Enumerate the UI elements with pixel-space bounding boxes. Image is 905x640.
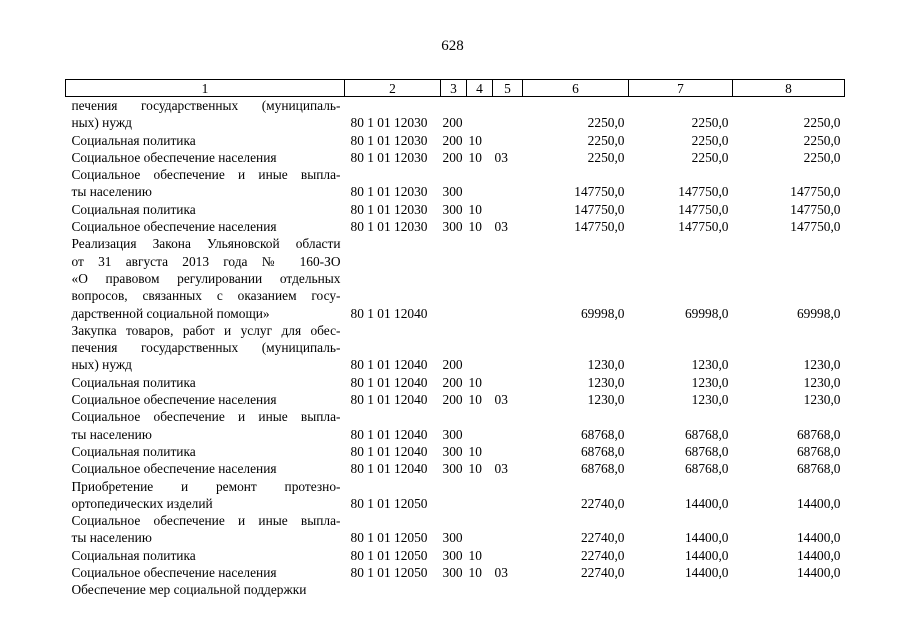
table-row [66,547,845,564]
row-name-line: Социальное обеспечение и иные выпла- [71,167,341,183]
row-col3 [441,235,467,321]
row-col3 [441,581,467,598]
row-col3 [441,478,467,513]
row-name [66,443,345,460]
row-value-8: 14400,0 [796,565,841,581]
row-code: 80 1 01 12050 [350,530,428,546]
row-col3: 200 [442,132,463,148]
row-col4 [467,408,493,443]
row-name-line: «О правовом регулировании отдельных [71,270,341,286]
row-name-line: ты населению [71,426,152,442]
row-col5 [493,581,523,598]
row-value-8: 14400,0 [796,547,841,563]
row-value-8: 68768,0 [796,461,841,477]
row-name [66,374,345,391]
row-col4: 10 [468,461,482,477]
row-name-line: ты населению [71,184,152,200]
row-value-6: 147750,0 [574,219,625,235]
row-value-7: 1230,0 [691,357,729,373]
row-col3: 300 [442,201,463,217]
row-name [66,201,345,218]
row-value-6: 22740,0 [580,530,625,546]
row-col3: 300 [442,426,463,442]
row-name [66,218,345,235]
row-name-line: ных) нужд [71,357,132,373]
row-col5 [493,443,523,460]
row-value-7: 2250,0 [691,149,729,165]
row-value-6: 2250,0 [587,115,625,131]
row-name-line: вопросов, связанных с оказанием госу- [71,288,341,304]
row-col5: 03 [494,461,508,477]
row-name [66,149,345,166]
row-value-8 [733,581,845,598]
row-code: 80 1 01 12050 [350,565,428,581]
row-name-line: Приобретение и ремонт протезно- [71,478,341,494]
header-cell: 1 [66,80,345,97]
row-value-8: 69998,0 [796,305,841,321]
row-name [66,391,345,408]
row-name-line: Социальное обеспечение и иные выпла- [71,513,341,529]
row-col3: 300 [442,461,463,477]
row-value-8: 1230,0 [803,374,841,390]
table-row [66,235,845,321]
row-value-6: 68768,0 [580,461,625,477]
row-col5: 03 [494,149,508,165]
row-value-8: 147750,0 [790,184,841,200]
row-col4: 10 [468,392,482,408]
row-value-7: 2250,0 [691,115,729,131]
row-value-7: 14400,0 [684,565,729,581]
row-col5 [493,235,523,321]
header-cell: 3 [441,80,467,97]
row-code: 80 1 01 12050 [350,495,428,511]
row-value-8: 14400,0 [796,530,841,546]
table-row [66,322,845,374]
row-value-7: 147750,0 [678,219,729,235]
row-value-6: 22740,0 [580,547,625,563]
row-col5: 03 [494,219,508,235]
row-col4: 10 [468,132,482,148]
row-name-line: Социальная политика [71,374,196,390]
table-header [66,80,845,97]
row-name-line: ортопедических изделий [71,495,213,511]
row-col3: 300 [442,219,463,235]
row-value-7: 68768,0 [684,426,729,442]
row-value-7: 147750,0 [678,201,729,217]
row-name [66,478,345,513]
row-name-line: Социальное обеспечение населения [71,461,277,477]
row-value-7: 147750,0 [678,184,729,200]
row-value-8: 68768,0 [796,426,841,442]
row-col3: 300 [442,530,463,546]
row-code: 80 1 01 12050 [350,547,428,563]
row-name-line: печения государственных (муниципаль- [71,98,341,113]
row-name [66,132,345,149]
row-value-7: 14400,0 [684,530,729,546]
table-row [66,218,845,235]
table-row [66,581,845,598]
row-name [66,512,345,547]
row-value-8: 1230,0 [803,357,841,373]
row-name-line: Реализация Закона Ульяновской области [71,236,341,252]
table-row [66,201,845,218]
header-cell: 7 [629,80,733,97]
row-name-line: дарственной социальной помощи» [71,305,270,321]
row-col5 [493,201,523,218]
row-value-8: 1230,0 [803,392,841,408]
row-code: 80 1 01 12040 [350,357,428,373]
row-code: 80 1 01 12030 [350,115,428,131]
table-row [66,166,845,201]
row-name [66,460,345,477]
row-value-7: 1230,0 [691,392,729,408]
row-value-8: 2250,0 [803,115,841,131]
row-value-6: 2250,0 [587,149,625,165]
row-col3: 200 [442,392,463,408]
row-col4 [467,581,493,598]
row-name-line: печения государственных (муниципаль- [71,340,341,356]
row-name [66,97,345,132]
row-col5 [493,132,523,149]
row-col5 [493,408,523,443]
row-name-line: ных) нужд [71,115,132,131]
table-row [66,564,845,581]
header-cell: 5 [493,80,523,97]
row-value-6: 1230,0 [587,357,625,373]
row-value-6: 68768,0 [580,443,625,459]
page-number: 628 [441,38,464,54]
row-col5 [493,478,523,513]
row-col5 [493,322,523,374]
row-value-6: 2250,0 [587,132,625,148]
row-value-7: 14400,0 [684,495,729,511]
row-name-line: Обеспечение мер социальной поддержки [71,582,307,598]
row-code: 80 1 01 12040 [350,305,428,321]
row-value-8: 14400,0 [796,495,841,511]
row-col4: 10 [468,565,482,581]
row-name-line: от 31 августа 2013 года № 160-ЗО [71,253,341,269]
row-name-line: Социальная политика [71,201,196,217]
row-value-8: 147750,0 [790,219,841,235]
row-col4: 10 [468,443,482,459]
row-value-7 [629,581,733,598]
row-name-line: Социальное обеспечение и иные выпла- [71,409,341,425]
table-row [66,478,845,513]
row-value-6: 22740,0 [580,495,625,511]
table-row [66,391,845,408]
header-cell: 4 [467,80,493,97]
row-code: 80 1 01 12030 [350,219,428,235]
row-col4 [467,322,493,374]
row-value-6: 1230,0 [587,374,625,390]
table-row [66,443,845,460]
row-value-6: 147750,0 [574,201,625,217]
budget-table [65,79,845,599]
row-value-8: 2250,0 [803,132,841,148]
row-col5 [493,374,523,391]
row-name [66,235,345,321]
row-col5 [493,512,523,547]
row-col3: 200 [442,357,463,373]
table-body [66,97,845,599]
row-col4 [467,512,493,547]
table-row [66,408,845,443]
row-col4 [467,166,493,201]
row-name-line: Социальное обеспечение населения [71,392,277,408]
row-value-7: 68768,0 [684,461,729,477]
row-value-6 [523,581,629,598]
table-row [66,97,845,132]
row-value-7: 14400,0 [684,547,729,563]
row-value-6: 69998,0 [580,305,625,321]
row-col3: 200 [442,115,463,131]
row-value-6: 1230,0 [587,392,625,408]
row-col4: 10 [468,547,482,563]
row-value-7: 2250,0 [691,132,729,148]
row-col4: 10 [468,149,482,165]
row-code: 80 1 01 12040 [350,426,428,442]
row-value-8: 2250,0 [803,149,841,165]
row-col3: 200 [442,374,463,390]
row-name [66,564,345,581]
row-code: 80 1 01 12030 [350,149,428,165]
row-code: 80 1 01 12030 [350,201,428,217]
row-code [345,581,441,598]
row-col3: 300 [442,443,463,459]
row-code: 80 1 01 12030 [350,132,428,148]
row-col4: 10 [468,219,482,235]
table-row [66,460,845,477]
row-name-line: Закупка товаров, работ и услуг для обес- [71,322,341,338]
table-row [66,149,845,166]
row-name [66,581,345,598]
row-col5 [493,166,523,201]
row-col4: 10 [468,374,482,390]
header-cell: 6 [523,80,629,97]
row-name-line: Социальная политика [71,132,196,148]
row-col5: 03 [494,392,508,408]
row-value-7: 69998,0 [684,305,729,321]
row-col4 [467,478,493,513]
row-name [66,408,345,443]
row-name-line: Социальная политика [71,443,196,459]
row-name [66,547,345,564]
table-row [66,512,845,547]
table-row [66,132,845,149]
row-value-6: 22740,0 [580,565,625,581]
header-cell: 2 [345,80,441,97]
row-name-line: Социальная политика [71,547,196,563]
row-name-line: Социальное обеспечение населения [71,219,277,235]
row-name-line: Социальное обеспечение населения [71,149,277,165]
row-name [66,166,345,201]
row-col3: 300 [442,184,463,200]
row-name-line: Социальное обеспечение населения [71,565,277,581]
row-code: 80 1 01 12040 [350,374,428,390]
row-value-8: 147750,0 [790,201,841,217]
row-col3: 300 [442,547,463,563]
row-name [66,322,345,374]
row-code: 80 1 01 12040 [350,443,428,459]
row-col3: 200 [442,149,463,165]
row-col4: 10 [468,201,482,217]
row-name-line: ты населению [71,530,152,546]
row-value-8: 68768,0 [796,443,841,459]
row-col5: 03 [494,565,508,581]
row-value-6: 68768,0 [580,426,625,442]
row-col4 [467,97,493,132]
table-row [66,374,845,391]
row-value-7: 68768,0 [684,443,729,459]
row-value-7: 1230,0 [691,374,729,390]
row-code: 80 1 01 12040 [350,461,428,477]
row-col5 [493,97,523,132]
row-code: 80 1 01 12040 [350,392,428,408]
header-row [66,80,845,97]
row-col3: 300 [442,565,463,581]
row-col4 [467,235,493,321]
row-col5 [493,547,523,564]
row-value-6: 147750,0 [574,184,625,200]
row-code: 80 1 01 12030 [350,184,428,200]
header-cell: 8 [733,80,845,97]
